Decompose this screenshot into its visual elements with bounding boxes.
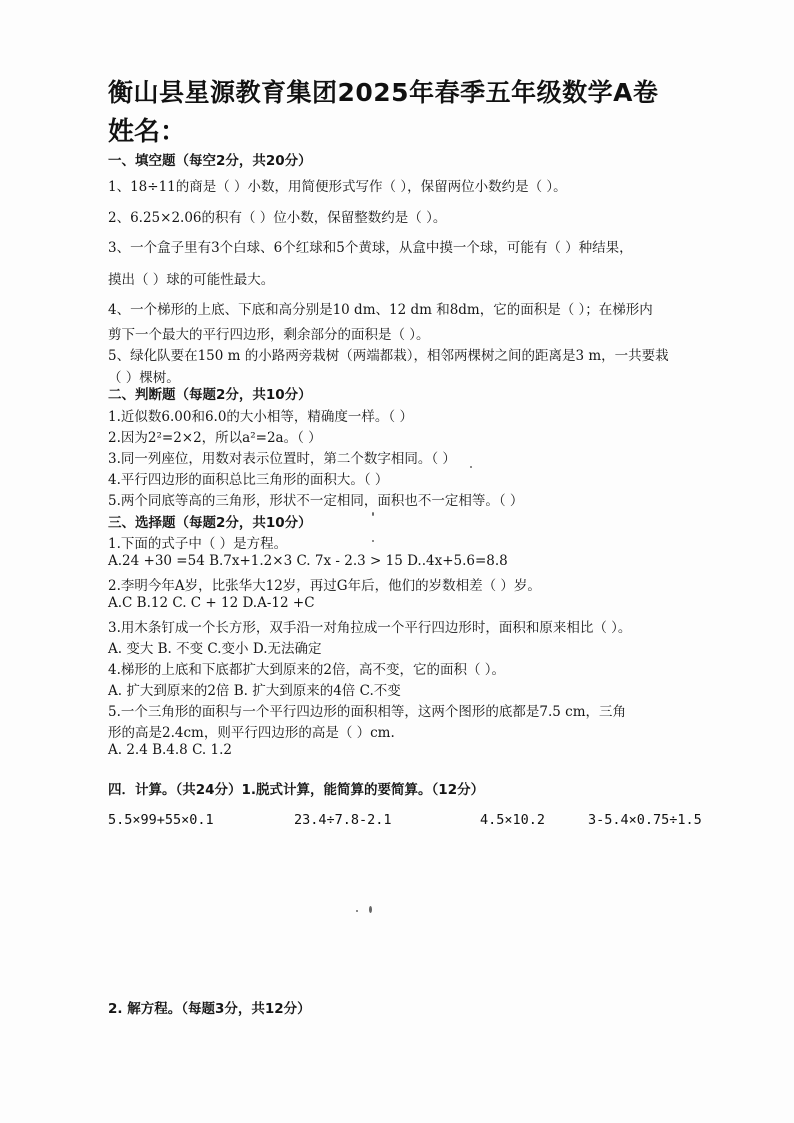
calc-expression-4: 3-5.4×0.75÷1.5	[588, 812, 702, 828]
calc-expression-3: 4.5×10.2	[480, 812, 546, 828]
choice-question-5-cont: 形的高是2.4cm，则平行四边形的高是（ ）cm.	[108, 725, 395, 741]
true-false-question-3: 3.同一列座位，用数对表示位置时，第二个数字相同。（ ）	[108, 451, 456, 467]
fill-in-question-2: 2、6.25×2.06的积有（ ）位小数，保留整数约是（ ）。	[108, 210, 447, 226]
scan-speck	[369, 906, 372, 913]
choice-question-5-options: A. 2.4 B.4.8 C. 1.2	[108, 742, 232, 758]
fill-in-question-3: 3、一个盒子里有3个白球、6个红球和5个黄球，从盒中摸一个球，可能有（ ）种结果，	[108, 240, 633, 256]
scan-speck	[470, 466, 472, 468]
choice-question-4: 4.梯形的上底和下底都扩大到原来的2倍，高不变，它的面积（ ）。	[108, 662, 506, 678]
section-calculation-heading: 四．计算。（共24分）1.脱式计算，能简算的要简算。（12分）	[108, 782, 485, 798]
choice-question-5: 5.一个三角形的面积与一个平行四边形的面积相等，这两个图形的底都是7.5 cm，三角	[108, 704, 627, 720]
true-false-question-2: 2.因为2²=2×2，所以a²=2a。（ ）	[108, 430, 322, 446]
true-false-question-5: 5.两个同底等高的三角形，形状不一定相同，面积也不一定相等。（ ）	[108, 493, 524, 509]
solve-equations-heading: 2. 解方程。（每题3分，共12分）	[108, 1001, 311, 1017]
section-fill-in-heading: 一、填空题（每空2分，共20分）	[108, 153, 312, 169]
fill-in-question-4: 4、一个梯形的上底、下底和高分别是10 dm、12 dm 和8dm，它的面积是（ ）；在梯形内	[108, 302, 653, 318]
fill-in-question-1: 1、18÷11的商是（ ）小数，用简便形式写作（ ），保留两位小数约是（ ）。	[108, 179, 567, 195]
fill-in-question-5-cont: （ ）棵树。	[108, 370, 180, 386]
true-false-question-4: 4.平行四边形的面积总比三角形的面积大。（ ）	[108, 472, 389, 488]
calc-expression-2: 23.4÷7.8-2.1	[294, 812, 392, 828]
fill-in-question-5: 5、绿化队要在150 m 的小路两旁栽树（两端都栽），相邻两棵树之间的距离是3 m，一共要栽	[108, 348, 669, 364]
choice-question-2-options: A.C B.12 C. C + 12 D.A-12 +C	[108, 595, 315, 611]
fill-in-question-3-cont: 摸出（ ）球的可能性最大。	[108, 272, 275, 288]
true-false-question-1: 1.近似数6.00和6.0的大小相等，精确度一样。（ ）	[108, 409, 413, 425]
scan-speck	[356, 910, 358, 912]
name-label: 姓名：	[108, 117, 187, 147]
choice-question-2: 2.李明今年A岁，比张华大12岁，再过G年后，他们的岁数相差（ ）岁。	[108, 578, 541, 594]
choice-question-1-options: A.24 +30 =54 B.7x+1.2×3 C. 7x - 2.3 > 15 D..4x+5.6=8.8	[108, 553, 508, 569]
calc-expression-1: 5.5×99+55×0.1	[108, 812, 214, 828]
scan-speck	[372, 540, 374, 542]
choice-question-3: 3.用木条钉成一个长方形，双手沿一对角拉成一个平行四边形时，面积和原来相比（ ）。	[108, 620, 632, 636]
fill-in-question-4-cont: 剪下一个最大的平行四边形，剩余部分的面积是（ ）。	[108, 327, 430, 343]
section-choice-heading: 三、选择题（每题2分，共10分）	[108, 515, 312, 531]
section-true-false-heading: 二、判断题（每题2分，共10分）	[108, 387, 312, 403]
choice-question-4-options: A. 扩大到原来的2倍 B. 扩大到原来的4倍 C.不变	[108, 683, 401, 699]
choice-question-3-options: A. 变大 B. 不变 C.变小 D.无法确定	[108, 641, 322, 657]
choice-question-1: 1.下面的式子中（ ）是方程。	[108, 536, 288, 552]
exam-title: 衡山县星源教育集团2025年春季五年级数学A卷	[108, 78, 659, 107]
scan-speck	[372, 512, 374, 516]
